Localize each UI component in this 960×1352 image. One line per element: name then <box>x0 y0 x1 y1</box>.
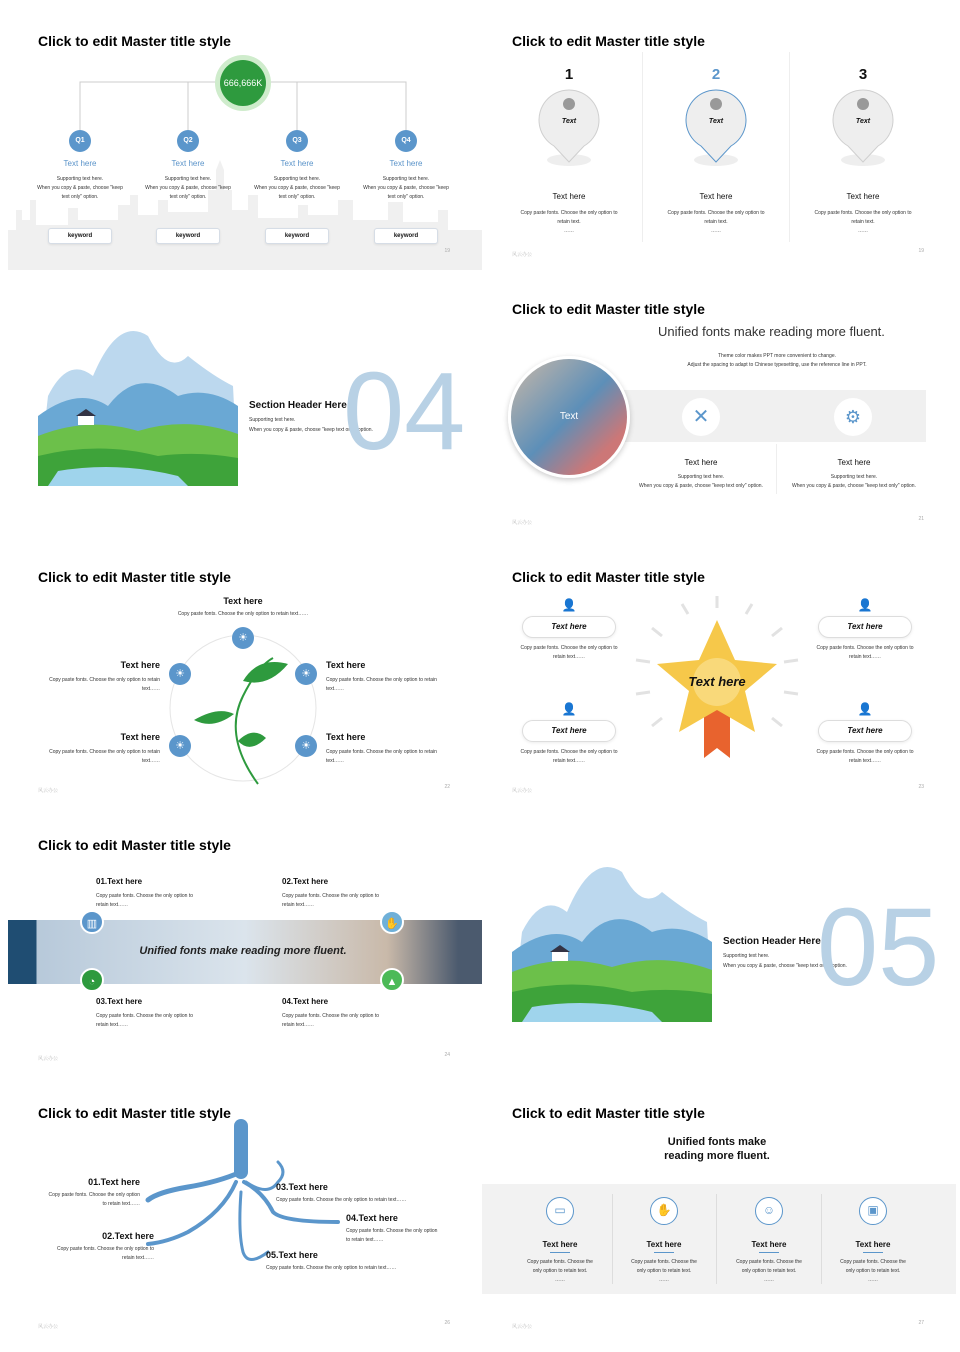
item-text: Copy paste fonts. Choose the only option to <box>56 1246 154 1252</box>
item-text: only option to retain text. <box>741 1268 797 1274</box>
watermark: 风云办公 <box>512 520 533 526</box>
desc-line: Theme color makes PPT more convenient to change. <box>717 353 837 359</box>
slide-19-org-chart[interactable] <box>8 10 482 270</box>
landscape-illustration <box>38 316 238 486</box>
item-text: …… <box>764 1277 774 1283</box>
step-number: 2 <box>711 66 721 83</box>
underline <box>550 1252 570 1253</box>
feature-header: Text here <box>684 458 718 467</box>
roots-graphic <box>8 1082 482 1342</box>
slide-title: Click to edit Master title style <box>512 1105 705 1121</box>
item-header: Text here <box>542 1240 578 1249</box>
divider <box>821 1194 822 1284</box>
keyword-button[interactable]: keyword <box>374 228 438 244</box>
item-header: Text here <box>326 732 366 742</box>
sun-icon: ☀ <box>232 627 254 649</box>
column-text: retain text. <box>557 219 581 225</box>
item-header: 01.Text here <box>88 1177 140 1187</box>
item-text: Copy paste fonts. Choose the only option to <box>96 893 194 899</box>
subtitle: Unified fonts make reading more fluent. <box>658 324 885 339</box>
item-text: Copy paste fonts. Choose the only option to retain text…… <box>276 1197 407 1203</box>
divider <box>612 1194 613 1284</box>
item-text: to retain text…… <box>102 1201 140 1207</box>
item-text: retain text…… <box>553 758 585 764</box>
top-item-header: Text here <box>223 596 263 606</box>
item-header: Text here <box>646 1240 682 1249</box>
page-number: 27 <box>918 1320 924 1326</box>
column-text: text only" option. <box>278 194 316 200</box>
slide-23-star[interactable] <box>482 546 956 806</box>
quarter-badge: Q3 <box>286 130 308 152</box>
column-text: When you copy & paste, choose "keep <box>37 185 123 191</box>
item-text: Copy paste fonts. Choose the only option to retain text…… <box>266 1265 397 1271</box>
banner-text: Unified fonts make reading more fluent. <box>139 945 347 957</box>
presentation-icon: ▭ <box>546 1197 574 1225</box>
item-text: …… <box>659 1277 669 1283</box>
keyword-button[interactable]: keyword <box>48 228 112 244</box>
item-text: Copy paste fonts. Choose the only option to retain <box>326 749 437 755</box>
feature-text: When you copy & paste, choose "keep text only" option. <box>792 483 916 489</box>
item-header: Text here <box>326 660 366 670</box>
section-number: 05 <box>817 886 940 1009</box>
user-add-icon: 👤 <box>857 702 873 716</box>
slide-section-04[interactable] <box>8 278 482 538</box>
text-pill[interactable]: Text here <box>522 616 616 638</box>
keyword-button[interactable]: keyword <box>156 228 220 244</box>
section-header: Section Header Here <box>723 936 821 947</box>
supporting-text: When you copy & paste, choose "keep text only" option. <box>249 427 373 433</box>
star-text: Text here <box>688 674 746 689</box>
watermark: 风云办公 <box>512 252 533 258</box>
photo-circle <box>508 356 630 478</box>
item-text: Copy paste fonts. Choose the <box>736 1259 802 1265</box>
item-header: Text here <box>855 1240 891 1249</box>
item-text: retain text…… <box>122 1255 154 1261</box>
page-number: 26 <box>444 1320 450 1326</box>
subtitle-line: reading more fluent. <box>664 1150 770 1162</box>
sun-icon: ☀ <box>295 663 317 685</box>
slide-22-plant-cycle[interactable] <box>8 546 482 806</box>
column-label: Text here <box>280 159 314 168</box>
slide-27-four-icons[interactable] <box>482 1082 956 1342</box>
pie-icon: ◔ <box>80 968 104 992</box>
slide-title: Click to edit Master title style <box>512 569 705 585</box>
page-number: 21 <box>918 516 924 522</box>
column-text: Copy paste fonts. Choose the only option to <box>520 210 618 216</box>
page-number: 24 <box>444 1052 450 1058</box>
column-text: When you copy & paste, choose "keep <box>254 185 340 191</box>
column-text: …… <box>858 228 868 234</box>
item-header: 03.Text here <box>96 997 143 1006</box>
slide-title: Click to edit Master title style <box>38 33 231 49</box>
sun-icon: ☀ <box>169 663 191 685</box>
item-header: 05.Text here <box>266 1250 318 1260</box>
map-pin-icon <box>681 82 751 172</box>
desc-line: Adjust the spacing to adapt to Chinese typesetting, use the reference line in PPT. <box>687 362 867 368</box>
supporting-text: Supporting text here. <box>723 953 770 959</box>
item-header: 04.Text here <box>346 1213 398 1223</box>
feature-text: Supporting text here. <box>830 474 878 480</box>
pin-label: Text <box>855 118 871 125</box>
underline <box>863 1252 883 1253</box>
top-item-text: Copy paste fonts. Choose the only option to retain text…… <box>177 611 309 617</box>
gray-band <box>612 390 926 442</box>
item-text: text…… <box>141 686 160 692</box>
text-pill[interactable]: Text here <box>818 720 912 742</box>
center-value: 666,666K <box>223 78 263 88</box>
item-header: Text here <box>120 660 160 670</box>
item-text: retain text…… <box>96 1022 128 1028</box>
user-add-icon: 👤 <box>561 598 577 612</box>
item-header: 01.Text here <box>96 877 143 886</box>
quarter-badge: Q2 <box>177 130 199 152</box>
center-value-badge <box>220 60 266 106</box>
divider <box>789 52 790 242</box>
column-text: retain text. <box>851 219 875 225</box>
item-text: to retain text…… <box>346 1237 384 1243</box>
slide-24-banner[interactable] <box>8 814 482 1074</box>
supporting-text: Supporting text here. <box>249 417 296 423</box>
item-text: …… <box>555 1277 565 1283</box>
slide-19-three-pins[interactable] <box>482 10 956 270</box>
item-header: Text here <box>751 1240 787 1249</box>
user-add-icon: 👤 <box>857 598 873 612</box>
item-text: Copy paste fonts. Choose the only option to <box>282 1013 380 1019</box>
feature-header: Text here <box>837 458 871 467</box>
sun-icon: ☀ <box>169 735 191 757</box>
slide-title: Click to edit Master title style <box>38 837 231 853</box>
item-text: Copy paste fonts. Choose the only option to retain <box>49 677 160 683</box>
watermark: 风云办公 <box>38 1056 59 1062</box>
step-number: 3 <box>858 66 868 83</box>
slide-title: Click to edit Master title style <box>38 569 231 585</box>
column-label: Text here <box>171 159 205 168</box>
column-header: Text here <box>699 192 733 201</box>
divider <box>776 444 777 494</box>
briefcase-icon: ▣ <box>859 1197 887 1225</box>
item-header: Text here <box>120 732 160 742</box>
item-header: 02.Text here <box>102 1231 154 1241</box>
slide-21-photo-features[interactable] <box>482 278 956 538</box>
item-header: 02.Text here <box>282 877 329 886</box>
column-text: Copy paste fonts. Choose the only option to <box>814 210 912 216</box>
underline <box>759 1252 779 1253</box>
pin-label: Text <box>708 118 724 125</box>
divider <box>642 52 643 242</box>
column-text: Supporting text here. <box>56 176 104 182</box>
column-text: Supporting text here. <box>164 176 212 182</box>
column-text: text only" option. <box>169 194 207 200</box>
item-text: only option to retain text. <box>532 1268 588 1274</box>
item-text: only option to retain text. <box>845 1268 901 1274</box>
quarter-badge: Q4 <box>395 130 417 152</box>
user-add-icon: 👤 <box>561 702 577 716</box>
chart-icon: ▥ <box>80 910 104 934</box>
feature-text: Supporting text here. <box>677 474 725 480</box>
column-text: When you copy & paste, choose "keep <box>145 185 231 191</box>
text-pill[interactable]: Text here <box>818 616 912 638</box>
watermark: 风云办公 <box>38 1324 59 1330</box>
growth-icon: ▲ <box>380 968 404 992</box>
slide-section-05[interactable] <box>482 814 956 1074</box>
item-text: text…… <box>326 758 345 764</box>
item-text: Copy paste fonts. Choose the <box>840 1259 906 1265</box>
item-text: text…… <box>141 758 160 764</box>
item-text: Copy paste fonts. Choose the only option to retain <box>326 677 437 683</box>
watermark: 风云办公 <box>512 1324 533 1330</box>
quarter-badge: Q1 <box>69 130 91 152</box>
map-pin-icon <box>534 82 604 172</box>
item-text: retain text…… <box>282 902 314 908</box>
item-text: Copy paste fonts. Choose the only option to retain <box>49 749 160 755</box>
column-text: text only" option. <box>61 194 99 200</box>
gear-chart-icon: ⚙ <box>834 398 872 436</box>
section-header: Section Header Here <box>249 400 347 411</box>
column-text: Supporting text here. <box>273 176 321 182</box>
column-label: Text here <box>63 159 97 168</box>
keyword-button[interactable]: keyword <box>265 228 329 244</box>
column-text: Copy paste fonts. Choose the only option to <box>667 210 765 216</box>
item-text: retain text…… <box>282 1022 314 1028</box>
section-number: 04 <box>343 350 466 473</box>
subtitle-line: Unified fonts make <box>667 1136 767 1148</box>
page-number: 19 <box>444 248 450 254</box>
item-text: Copy paste fonts. Choose the only option <box>346 1228 438 1234</box>
item-text: Copy paste fonts. Choose the only option to <box>282 893 380 899</box>
column-label: Text here <box>389 159 423 168</box>
item-header: 04.Text here <box>282 997 329 1006</box>
feature-text: When you copy & paste, choose "keep text only" option. <box>639 483 763 489</box>
item-text: retain text…… <box>553 654 585 660</box>
divider <box>716 1194 717 1284</box>
photo-label: Text <box>559 411 579 422</box>
underline <box>654 1252 674 1253</box>
sun-icon: ☀ <box>295 735 317 757</box>
item-text: only option to retain text. <box>636 1268 692 1274</box>
item-text: Copy paste fonts. Choose the only option to <box>520 645 618 651</box>
slide-title: Click to edit Master title style <box>38 1105 231 1121</box>
pin-label: Text <box>561 118 577 125</box>
handshake-icon: ✋ <box>650 1197 678 1225</box>
watermark: 风云办公 <box>512 788 533 794</box>
user-icon: ☺ <box>755 1197 783 1225</box>
item-text: …… <box>868 1277 878 1283</box>
item-text: text…… <box>326 686 345 692</box>
tools-icon: ✕ <box>682 398 720 436</box>
column-text: retain text. <box>704 219 728 225</box>
item-text: Copy paste fonts. Choose the <box>527 1259 593 1265</box>
slide-title: Click to edit Master title style <box>512 301 705 317</box>
column-text: …… <box>711 228 721 234</box>
item-text: Copy paste fonts. Choose the only option to <box>816 645 914 651</box>
column-header: Text here <box>552 192 586 201</box>
page-number: 23 <box>918 784 924 790</box>
item-text: Copy paste fonts. Choose the only option to <box>816 749 914 755</box>
item-header: 03.Text here <box>276 1182 328 1192</box>
item-text: retain text…… <box>96 902 128 908</box>
item-text: retain text…… <box>849 654 881 660</box>
item-text: Copy paste fonts. Choose the only option <box>48 1192 140 1198</box>
column-text: …… <box>564 228 574 234</box>
column-text: Supporting text here. <box>382 176 430 182</box>
slide-title: Click to edit Master title style <box>512 33 705 49</box>
item-text: retain text…… <box>849 758 881 764</box>
item-text: Copy paste fonts. Choose the <box>631 1259 697 1265</box>
supporting-text: When you copy & paste, choose "keep text only" option. <box>723 963 847 969</box>
column-text: When you copy & paste, choose "keep <box>363 185 449 191</box>
slide-26-roots[interactable] <box>8 1082 482 1342</box>
step-number: 1 <box>564 66 574 83</box>
item-text: Copy paste fonts. Choose the only option to <box>520 749 618 755</box>
page-number: 19 <box>918 248 924 254</box>
map-pin-icon <box>828 82 898 172</box>
item-text: Copy paste fonts. Choose the only option to <box>96 1013 194 1019</box>
landscape-illustration <box>512 852 712 1022</box>
page-number: 22 <box>444 784 450 790</box>
text-pill[interactable]: Text here <box>522 720 616 742</box>
handshake-icon: ✋ <box>380 910 404 934</box>
column-text: text only" option. <box>387 194 425 200</box>
column-header: Text here <box>846 192 880 201</box>
watermark: 风云办公 <box>38 788 59 794</box>
